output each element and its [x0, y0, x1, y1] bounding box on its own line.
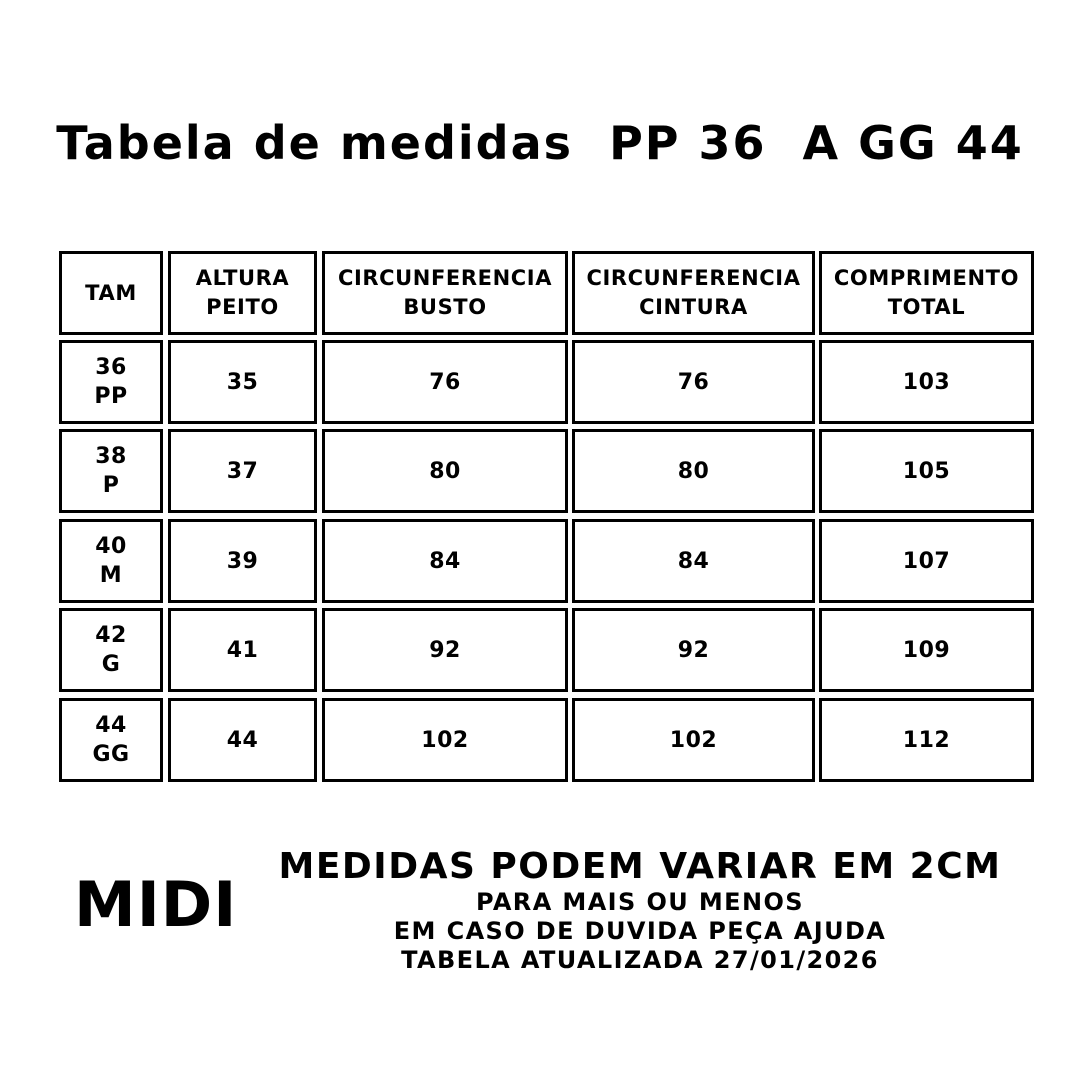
header-cell-waist: [572, 251, 815, 335]
table-cell-total-length: [819, 429, 1034, 513]
table-cell-waist: [572, 698, 815, 782]
table-cell-size: [59, 429, 163, 513]
cell-value: 112: [902, 727, 951, 753]
cell-value: 109: [902, 637, 951, 663]
header-label: CIRCUNFERENCIA BUSTO: [337, 266, 553, 319]
cell-value: 38 P: [95, 444, 127, 498]
cell-value: 40 M: [95, 534, 127, 588]
table-cell-waist: [572, 429, 815, 513]
note-line-3: TABELA ATUALIZADA 27/01/2026: [401, 946, 879, 974]
table-cell-bust: [322, 608, 568, 692]
cell-value: 76: [429, 369, 461, 395]
cell-value: 37: [226, 458, 259, 484]
cell-value: 105: [902, 458, 951, 484]
table-cell-size: [59, 608, 163, 692]
cell-value: 44: [226, 727, 259, 753]
header-cell-bust: [322, 251, 568, 335]
cell-value: 76: [677, 369, 710, 395]
cell-value: 41: [226, 637, 259, 663]
header-label: CIRCUNFERENCIA CINTURA: [586, 266, 801, 319]
note-line-1: PARA MAIS OU MENOS: [476, 888, 804, 916]
table-cell-waist: [572, 608, 815, 692]
table-cell-bust: [322, 429, 568, 513]
header-label: ALTURA PEITO: [195, 266, 290, 319]
table-cell-waist: [572, 519, 815, 603]
cell-value: 103: [902, 369, 951, 395]
table-cell-chest-height: [168, 519, 317, 603]
table-cell-total-length: [819, 608, 1034, 692]
cell-value: 84: [677, 548, 710, 574]
header-cell-size: [59, 251, 163, 335]
table-cell-size: [59, 340, 163, 424]
table-cell-bust: [322, 698, 568, 782]
cell-value: 42 G: [95, 623, 127, 677]
note-line-2: EM CASO DE DUVIDA PEÇA AJUDA: [393, 917, 887, 945]
cell-value: 80: [677, 458, 710, 484]
header-label: COMPRIMENTO TOTAL: [833, 266, 1020, 319]
header-cell-total-length: [819, 251, 1034, 335]
header-cell-chest-height: [168, 251, 317, 335]
cell-value: 102: [421, 727, 469, 753]
table-cell-total-length: [819, 519, 1034, 603]
table-cell-chest-height: [168, 608, 317, 692]
cell-value: 44 GG: [92, 713, 130, 767]
cell-value: 39: [226, 548, 259, 574]
cell-value: 84: [429, 548, 461, 574]
cell-value: 92: [429, 637, 461, 663]
table-cell-total-length: [819, 340, 1034, 424]
cell-value: 36 PP: [94, 355, 128, 409]
table-cell-chest-height: [168, 429, 317, 513]
table-cell-bust: [322, 340, 568, 424]
cell-value: 107: [902, 548, 951, 574]
table-cell-chest-height: [168, 340, 317, 424]
cell-value: 92: [677, 637, 710, 663]
model-label: MIDI: [74, 868, 238, 941]
table-cell-total-length: [819, 698, 1034, 782]
table-cell-waist: [572, 340, 815, 424]
cell-value: 80: [429, 458, 461, 484]
table-cell-size: [59, 519, 163, 603]
table-cell-chest-height: [168, 698, 317, 782]
note-main: MEDIDAS PODEM VARIAR EM 2CM: [278, 846, 1002, 887]
header-label: TAM: [85, 280, 137, 305]
cell-value: 102: [669, 727, 718, 753]
page-title: Tabela de medidas PP 36 A GG 44: [56, 116, 1024, 170]
cell-value: 35: [226, 369, 259, 395]
table-cell-bust: [322, 519, 568, 603]
table-cell-size: [59, 698, 163, 782]
